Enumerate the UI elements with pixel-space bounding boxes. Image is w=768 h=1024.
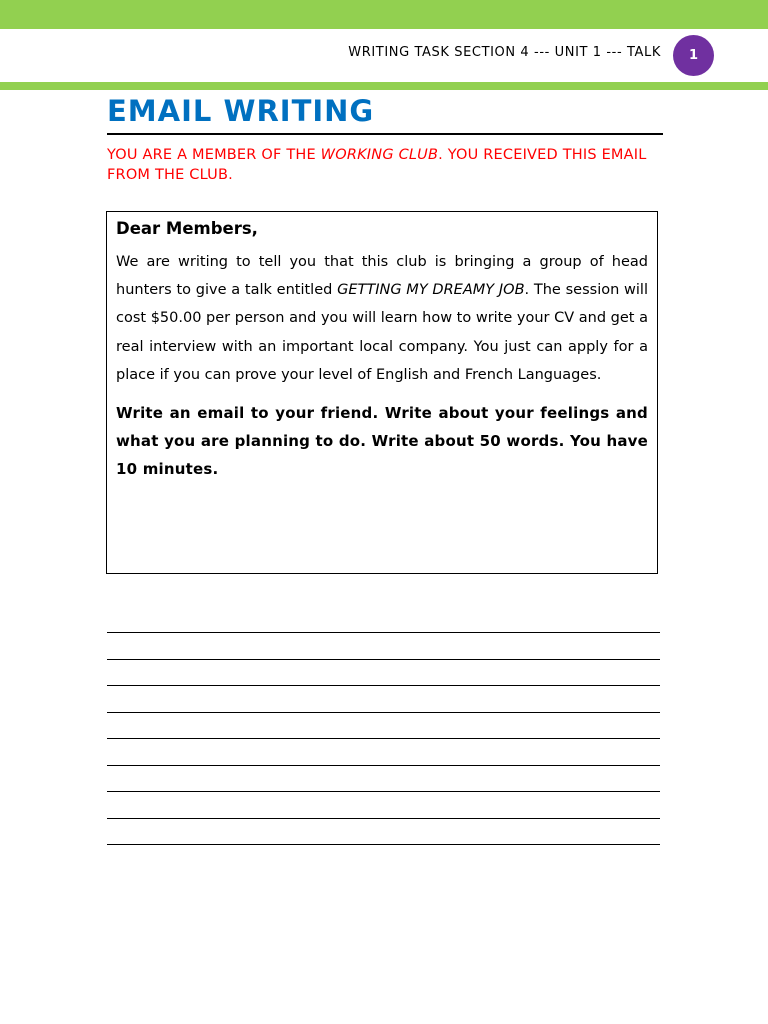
email-greeting: Dear Members, (116, 219, 258, 238)
answer-line (107, 818, 660, 819)
instruction-part2: . YOU RECEIVED THIS EMAIL FROM THE CLUB. (107, 147, 647, 183)
talk-title: GETTING MY DREAMY JOB (337, 282, 525, 299)
answer-line (107, 712, 660, 713)
writing-task: Write an email to your friend. Write about your feelings and what you are planning to do. Write about 50 words. You have 10 minutes. (116, 404, 648, 479)
answer-line (107, 765, 660, 766)
answer-line (107, 685, 660, 686)
header-divider (0, 82, 768, 90)
answer-line (107, 791, 660, 792)
instruction-part1: YOU ARE A MEMBER OF THE (107, 147, 321, 163)
email-body (116, 248, 648, 389)
page-title: EMAIL WRITING (107, 94, 375, 128)
answer-line (107, 738, 660, 739)
email-body-part2: . The session will cost $50.00 per person and you will learn how to write your CV and get a real interview with an important local company. You just can apply for a place if you can prove your level of English and French Languages. (116, 282, 648, 383)
task-instruction (107, 145, 667, 185)
section-header: WRITING TASK SECTION 4 --- UNIT 1 --- TALK (348, 45, 661, 60)
club-name: WORKING CLUB (320, 147, 439, 163)
email-body-part1: We are writing to tell you that this club is bringing a group of head hunters to give a talk entitled (116, 254, 648, 299)
answer-line (107, 659, 660, 660)
email-box (106, 211, 658, 574)
page-number-badge: 1 (673, 35, 714, 76)
answer-line (107, 632, 660, 633)
answer-line (107, 844, 660, 845)
title-underline (107, 133, 663, 135)
answer-lines (107, 632, 660, 871)
header-color-bar (0, 0, 768, 29)
